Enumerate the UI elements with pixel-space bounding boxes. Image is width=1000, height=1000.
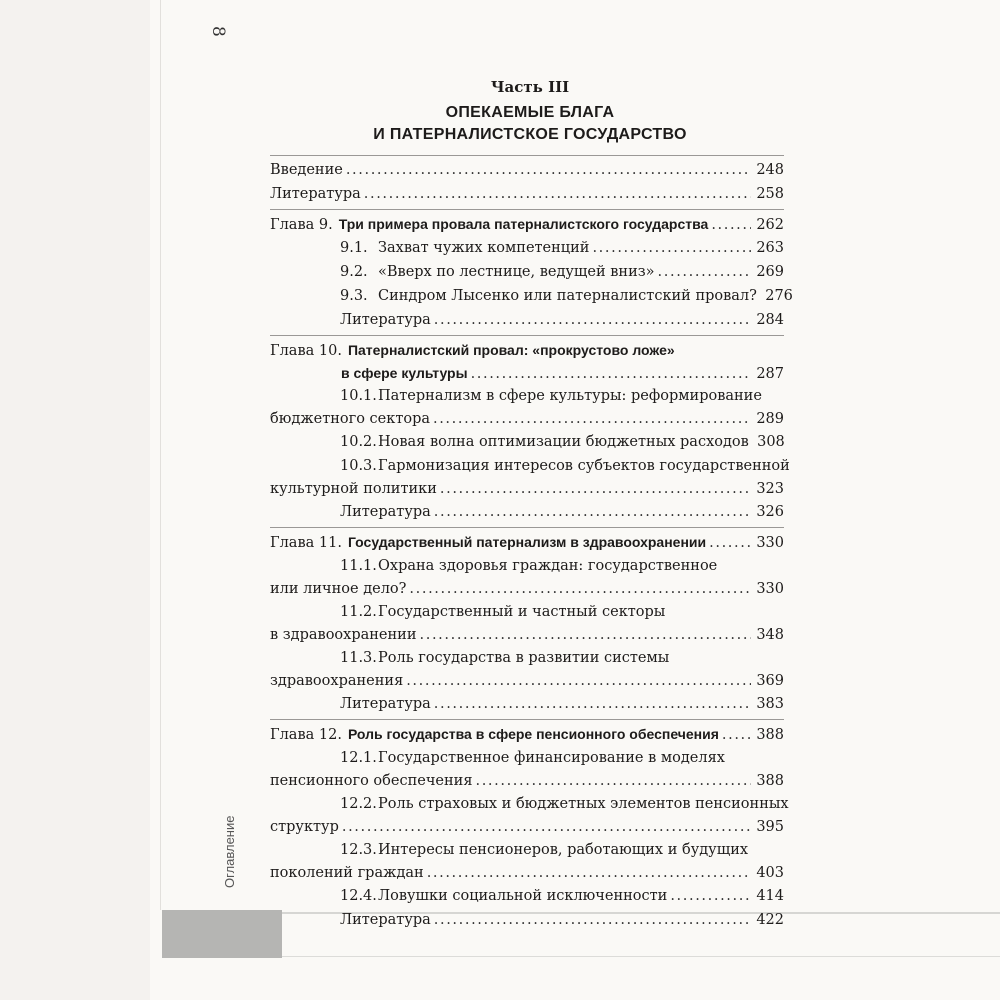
- toc-chapter-9[interactable]: [270, 212, 784, 236]
- chapter-title: Роль государства в сфере пенсионного обеспечения: [347, 726, 719, 742]
- leader-dots: [409, 578, 751, 600]
- chapter-title-line2: в сфере культуры: [341, 365, 468, 381]
- chapter-title: Три примера провала патерналистского государства: [338, 216, 709, 232]
- toc-section-9-3[interactable]: [270, 284, 793, 308]
- page-fold-line: [160, 0, 161, 910]
- section-number: 9.1.: [340, 240, 368, 256]
- toc-page-number: 395: [756, 819, 784, 835]
- part-title-line2: И ПАТЕРНАЛИСТСКОЕ ГОСУДАРСТВО: [373, 126, 687, 143]
- toc-page-number: 284: [756, 312, 784, 328]
- separator: [270, 527, 784, 528]
- toc-page-number: 323: [756, 481, 784, 497]
- separator: [270, 209, 784, 210]
- toc-literature-10[interactable]: [270, 500, 784, 524]
- section-number: 12.3.: [340, 842, 377, 858]
- toc-page-number: 422: [756, 912, 784, 928]
- chapter-number: Глава 10.: [270, 343, 342, 359]
- toc-literature-12[interactable]: [270, 908, 784, 932]
- toc-section-12-4[interactable]: [270, 884, 784, 908]
- toc-page-number: 269: [756, 264, 784, 280]
- section-number: 10.2.: [340, 434, 377, 450]
- leader-dots: [475, 770, 751, 792]
- toc-page-number: 388: [756, 727, 784, 743]
- toc-entry-literature[interactable]: [270, 182, 784, 206]
- toc-section-11-1[interactable]: [270, 554, 784, 600]
- toc-literature-11[interactable]: [270, 692, 784, 716]
- toc-entry-title: Литература: [340, 312, 431, 328]
- section-title-line2: или личное дело?: [270, 581, 407, 597]
- toc-literature-9[interactable]: [270, 308, 784, 332]
- page-number: 8: [208, 26, 228, 37]
- chapter-title-line1: Патерналистский провал: «прокрустово ложе»: [347, 342, 675, 358]
- part-title: [270, 102, 790, 146]
- toc-entry-title: Введение: [270, 162, 343, 178]
- chapter-title: Государственный патернализм в здравоохранении: [347, 534, 707, 550]
- toc-page-number: 330: [756, 535, 784, 551]
- toc-section-10-2[interactable]: [270, 430, 784, 454]
- table-of-contents: [270, 152, 793, 932]
- toc-entry-intro[interactable]: [270, 158, 784, 182]
- separator: [270, 335, 784, 336]
- toc-page-number: 330: [756, 581, 784, 597]
- section-number: 11.2.: [340, 604, 377, 620]
- section-title-line1: Роль государства в развитии системы: [378, 650, 670, 666]
- toc-page-number: 369: [756, 673, 784, 689]
- leader-dots: [434, 692, 751, 716]
- section-number: 11.1.: [340, 558, 377, 574]
- section-tab: [162, 910, 282, 958]
- leader-dots: [722, 723, 751, 747]
- section-number: 10.3.: [340, 458, 377, 474]
- section-number: 9.2.: [340, 264, 368, 280]
- section-number: 12.2.: [340, 796, 377, 812]
- section-title-line2: пенсионного обеспечения: [270, 773, 473, 789]
- part-label: Часть III: [490, 78, 570, 96]
- toc-section-10-3[interactable]: [270, 454, 790, 500]
- section-number: 9.3.: [340, 288, 368, 304]
- section-title-line2: структур: [270, 819, 339, 835]
- toc-page-number: 289: [756, 411, 784, 427]
- section-title: «Вверх по лестнице, ведущей вниз»: [378, 264, 655, 280]
- leader-dots: [471, 363, 751, 385]
- toc-section-11-2[interactable]: [270, 600, 784, 646]
- leader-dots: [670, 884, 751, 908]
- leader-dots: [592, 236, 751, 260]
- leader-dots: [342, 816, 751, 838]
- leader-dots: [427, 862, 751, 884]
- leader-dots: [709, 531, 751, 555]
- toc-entry-title: Литература: [270, 186, 361, 202]
- leader-dots: [711, 213, 751, 237]
- section-title: Синдром Лысенко или патерналистский провал?: [378, 288, 757, 304]
- separator: [270, 155, 784, 156]
- section-number: 10.1.: [340, 388, 377, 404]
- toc-entry-title: Литература: [340, 504, 431, 520]
- chapter-number: Глава 9.: [270, 217, 333, 233]
- toc-section-9-2[interactable]: [270, 260, 784, 284]
- leader-dots: [420, 624, 751, 646]
- toc-page-number: 276: [765, 288, 793, 304]
- toc-entry-title: Литература: [340, 696, 431, 712]
- section-title-line1: Государственное финансирование в моделях: [378, 750, 725, 766]
- leader-dots: [434, 500, 751, 524]
- toc-entry-title: Литература: [340, 912, 431, 928]
- section-number: 11.3.: [340, 650, 377, 666]
- toc-page-number: 403: [756, 865, 784, 881]
- toc-section-12-1[interactable]: [270, 746, 784, 792]
- leader-dots: [440, 478, 751, 500]
- leader-dots: [433, 408, 751, 430]
- toc-page-number: 388: [756, 773, 784, 789]
- section-title-line1: Охрана здоровья граждан: государственное: [378, 558, 718, 574]
- section-title-line2: поколений граждан: [270, 865, 424, 881]
- section-title: Ловушки социальной исключенности: [378, 888, 668, 904]
- section-title: Захват чужих компетенций: [378, 240, 590, 256]
- leader-dots: [658, 260, 751, 284]
- section-number: 12.4.: [340, 888, 377, 904]
- section-title-line1: Государственный и частный секторы: [378, 604, 666, 620]
- bottom-rule-secondary: [282, 956, 1000, 957]
- section-title-line1: Патернализм в сфере культуры: реформирование: [378, 388, 762, 404]
- leader-dots: [364, 182, 751, 206]
- toc-section-11-3[interactable]: [270, 646, 784, 692]
- toc-chapter-10[interactable]: [270, 338, 784, 384]
- section-title: Новая волна оптимизации бюджетных расходов: [378, 434, 749, 450]
- section-title-line2: здравоохранения: [270, 673, 404, 689]
- toc-section-12-3[interactable]: [270, 838, 784, 884]
- toc-page-number: 383: [756, 696, 784, 712]
- toc-page-number: 248: [756, 162, 784, 178]
- section-title-line1: Роль страховых и бюджетных элементов пенсионных: [378, 796, 789, 812]
- separator: [270, 719, 784, 720]
- leader-dots: [434, 908, 751, 932]
- part-title-line1: ОПЕКАЕМЫЕ БЛАГА: [445, 104, 615, 121]
- section-title-line2: культурной политики: [270, 481, 437, 497]
- toc-page-number: 258: [756, 186, 784, 202]
- toc-chapter-12[interactable]: [270, 722, 784, 746]
- chapter-number: Глава 11.: [270, 535, 342, 551]
- section-title-line1: Интересы пенсионеров, работающих и будущих: [378, 842, 749, 858]
- toc-page-number: 348: [756, 627, 784, 643]
- toc-page-number: 414: [756, 888, 784, 904]
- leader-dots: [406, 670, 751, 692]
- toc-section-10-1[interactable]: [270, 384, 784, 430]
- toc-page-number: 262: [756, 217, 784, 233]
- section-title-line2: в здравоохранении: [270, 627, 417, 643]
- section-title-line2: бюджетного сектора: [270, 411, 430, 427]
- toc-page-number: 263: [756, 240, 784, 256]
- section-number: 12.1.: [340, 750, 377, 766]
- toc-section-9-1[interactable]: [270, 236, 784, 260]
- toc-page-number: 308: [757, 434, 785, 450]
- leader-dots: [434, 308, 751, 332]
- section-title-line1: Гармонизация интересов субъектов государственной: [378, 458, 790, 474]
- leader-dots: [346, 158, 751, 182]
- chapter-number: Глава 12.: [270, 727, 342, 743]
- toc-chapter-11[interactable]: [270, 530, 784, 554]
- toc-page-number: 287: [756, 366, 784, 382]
- toc-page-number: 326: [756, 504, 784, 520]
- running-head: Оглавление: [222, 815, 237, 888]
- toc-section-12-2[interactable]: [270, 792, 789, 838]
